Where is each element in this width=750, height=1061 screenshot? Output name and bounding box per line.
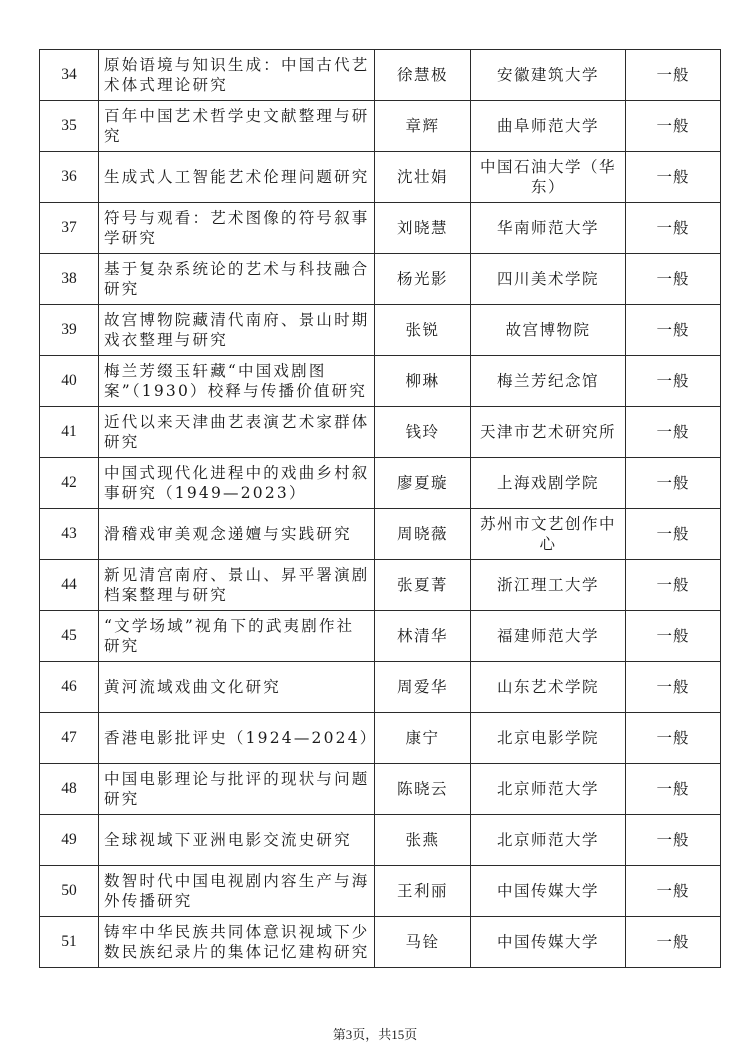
table-row [40, 866, 721, 917]
project-title: 全球视域下亚洲电影交流史研究 [99, 815, 375, 866]
row-number: 38 [40, 254, 99, 305]
table-row [40, 458, 721, 509]
affiliation: 中国传媒大学 [471, 866, 626, 917]
project-category: 一般 [626, 866, 721, 917]
row-number: 51 [40, 917, 99, 968]
project-leader: 章辉 [375, 101, 471, 152]
table-row [40, 713, 721, 764]
project-category: 一般 [626, 458, 721, 509]
project-leader: 马铨 [375, 917, 471, 968]
row-number: 43 [40, 509, 99, 560]
table-row [40, 203, 721, 254]
project-leader: 林清华 [375, 611, 471, 662]
row-number: 40 [40, 356, 99, 407]
row-number: 47 [40, 713, 99, 764]
row-number: 50 [40, 866, 99, 917]
affiliation: 苏州市文艺创作中心 [471, 509, 626, 560]
project-leader: 康宁 [375, 713, 471, 764]
project-leader: 张锐 [375, 305, 471, 356]
project-title: 黄河流域戏曲文化研究 [99, 662, 375, 713]
row-number: 44 [40, 560, 99, 611]
table-row [40, 407, 721, 458]
project-category: 一般 [626, 305, 721, 356]
project-leader: 周爱华 [375, 662, 471, 713]
affiliation: 北京师范大学 [471, 815, 626, 866]
row-number: 34 [40, 50, 99, 101]
page-number: 第3页，共15页 [332, 1027, 418, 1042]
project-category: 一般 [626, 764, 721, 815]
table-row [40, 50, 721, 101]
project-title: “文学场域”视角下的武夷剧作社研究 [99, 611, 375, 662]
table-body [40, 50, 721, 968]
project-category: 一般 [626, 662, 721, 713]
project-category: 一般 [626, 917, 721, 968]
affiliation: 曲阜师范大学 [471, 101, 626, 152]
affiliation: 山东艺术学院 [471, 662, 626, 713]
project-title: 近代以来天津曲艺表演艺术家群体研究 [99, 407, 375, 458]
project-leader: 张夏菁 [375, 560, 471, 611]
project-leader: 周晓薇 [375, 509, 471, 560]
affiliation: 天津市艺术研究所 [471, 407, 626, 458]
row-number: 37 [40, 203, 99, 254]
project-leader: 徐慧极 [375, 50, 471, 101]
table-row [40, 509, 721, 560]
project-leader: 钱玲 [375, 407, 471, 458]
row-number: 45 [40, 611, 99, 662]
affiliation: 故宫博物院 [471, 305, 626, 356]
affiliation: 华南师范大学 [471, 203, 626, 254]
project-title: 百年中国艺术哲学史文献整理与研究 [99, 101, 375, 152]
table-row [40, 254, 721, 305]
affiliation: 梅兰芳纪念馆 [471, 356, 626, 407]
table-row [40, 815, 721, 866]
project-title: 故宫博物院藏清代南府、景山时期戏衣整理与研究 [99, 305, 375, 356]
project-title: 生成式人工智能艺术伦理问题研究 [99, 152, 375, 203]
project-title: 中国式现代化进程中的戏曲乡村叙事研究（1949—2023） [99, 458, 375, 509]
row-number: 49 [40, 815, 99, 866]
affiliation: 浙江理工大学 [471, 560, 626, 611]
row-number: 41 [40, 407, 99, 458]
project-category: 一般 [626, 611, 721, 662]
table-row [40, 152, 721, 203]
table-row [40, 662, 721, 713]
project-category: 一般 [626, 50, 721, 101]
project-title: 新见清宫南府、景山、昇平署演剧档案整理与研究 [99, 560, 375, 611]
table-row [40, 764, 721, 815]
table-row [40, 356, 721, 407]
project-title: 中国电影理论与批评的现状与问题研究 [99, 764, 375, 815]
row-number: 39 [40, 305, 99, 356]
row-number: 48 [40, 764, 99, 815]
project-category: 一般 [626, 509, 721, 560]
affiliation: 安徽建筑大学 [471, 50, 626, 101]
project-leader: 张燕 [375, 815, 471, 866]
project-category: 一般 [626, 815, 721, 866]
affiliation: 北京师范大学 [471, 764, 626, 815]
project-category: 一般 [626, 713, 721, 764]
project-leader: 陈晓云 [375, 764, 471, 815]
project-leader: 王利丽 [375, 866, 471, 917]
project-leader: 杨光影 [375, 254, 471, 305]
affiliation: 福建师范大学 [471, 611, 626, 662]
project-category: 一般 [626, 560, 721, 611]
project-title: 符号与观看：艺术图像的符号叙事学研究 [99, 203, 375, 254]
row-number: 46 [40, 662, 99, 713]
project-leader: 柳琳 [375, 356, 471, 407]
project-category: 一般 [626, 152, 721, 203]
table-row [40, 611, 721, 662]
project-category: 一般 [626, 407, 721, 458]
project-title: 梅兰芳缀玉轩藏“中国戏剧图案”（1930）校释与传播价值研究 [99, 356, 375, 407]
table-row [40, 101, 721, 152]
affiliation: 中国传媒大学 [471, 917, 626, 968]
affiliation: 上海戏剧学院 [471, 458, 626, 509]
project-leader: 沈壮娟 [375, 152, 471, 203]
project-leader: 廖夏璇 [375, 458, 471, 509]
project-category: 一般 [626, 356, 721, 407]
table-row [40, 560, 721, 611]
project-title: 香港电影批评史（1924—2024） [99, 713, 375, 764]
project-category: 一般 [626, 254, 721, 305]
project-list-table [39, 49, 721, 968]
project-category: 一般 [626, 203, 721, 254]
project-title: 原始语境与知识生成：中国古代艺术体式理论研究 [99, 50, 375, 101]
affiliation: 中国石油大学（华东） [471, 152, 626, 203]
project-title: 铸牢中华民族共同体意识视域下少数民族纪录片的集体记忆建构研究 [99, 917, 375, 968]
table-row [40, 305, 721, 356]
row-number: 35 [40, 101, 99, 152]
row-number: 36 [40, 152, 99, 203]
project-category: 一般 [626, 101, 721, 152]
affiliation: 北京电影学院 [471, 713, 626, 764]
project-title: 滑稽戏审美观念递嬗与实践研究 [99, 509, 375, 560]
project-title: 数智时代中国电视剧内容生产与海外传播研究 [99, 866, 375, 917]
project-title: 基于复杂系统论的艺术与科技融合研究 [99, 254, 375, 305]
project-leader: 刘晓慧 [375, 203, 471, 254]
row-number: 42 [40, 458, 99, 509]
affiliation: 四川美术学院 [471, 254, 626, 305]
table-row [40, 917, 721, 968]
